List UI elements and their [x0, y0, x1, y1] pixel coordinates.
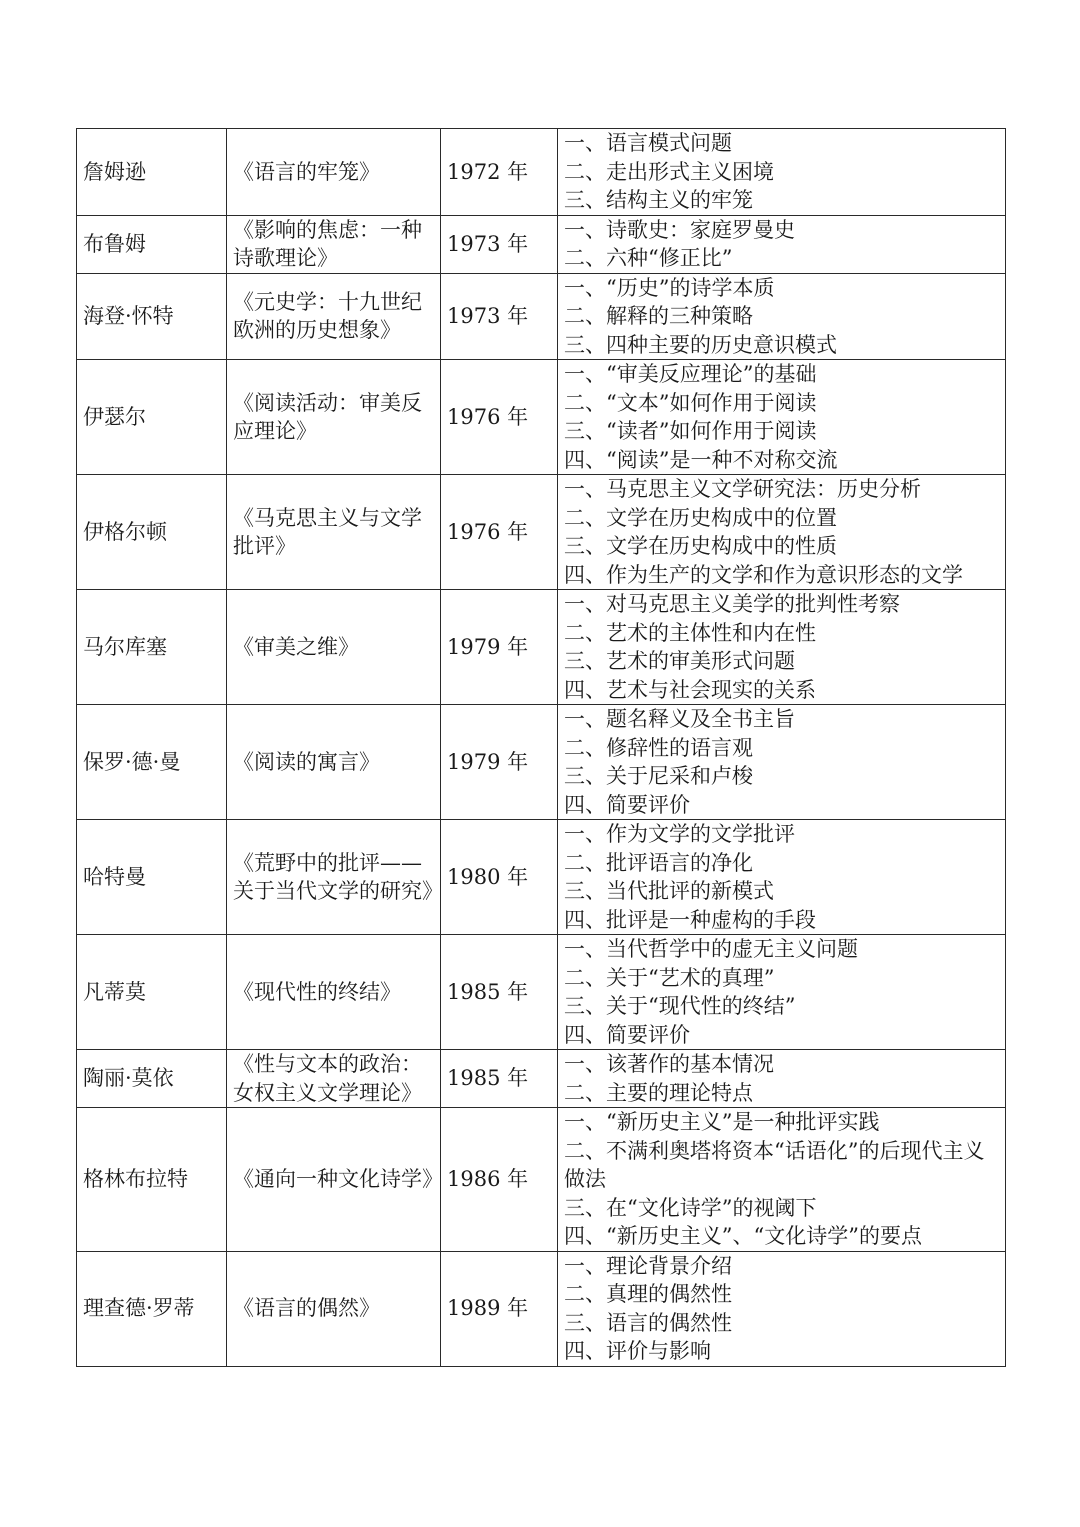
topic-item: 三、语言的偶然性 [564, 1310, 732, 1335]
topic-item: 二、修辞性的语言观 [564, 735, 753, 760]
works-table-body [77, 129, 1006, 1367]
author-cell: 伊瑟尔 [77, 360, 227, 475]
topic-item: 一、马克思主义文学研究法：历史分析 [564, 477, 921, 501]
table-row [77, 1251, 1006, 1366]
topic-item: 一、“历史”的诗学本质 [564, 275, 775, 300]
title-cell: 《荒野中的批评——关于当代文学的研究》 [227, 820, 441, 935]
year-cell: 1973 年 [441, 273, 558, 360]
topics-cell [558, 273, 1006, 360]
author-cell: 凡蒂莫 [77, 935, 227, 1050]
topic-item: 二、“文本”如何作用于阅读 [564, 390, 817, 415]
title-cell: 《阅读活动：审美反应理论》 [227, 360, 441, 475]
year-cell: 1985 年 [441, 935, 558, 1050]
topics-cell [558, 129, 1006, 216]
topic-item: 三、当代批评的新模式 [564, 879, 774, 903]
author-cell: 保罗·德·曼 [77, 705, 227, 820]
topic-item: 二、文学在历史构成中的位置 [564, 505, 837, 530]
table-row [77, 475, 1006, 590]
year-cell: 1989 年 [441, 1251, 558, 1366]
topic-item: 一、理论背景介绍 [564, 1253, 732, 1278]
topic-item: 一、“新历史主义”是一种批评实践 [564, 1110, 880, 1134]
table-row [77, 360, 1006, 475]
topic-item: 三、结构主义的牢笼 [564, 188, 753, 212]
year-cell: 1972 年 [441, 129, 558, 216]
topics-cell [558, 1108, 1006, 1252]
topic-item: 一、该著作的基本情况 [564, 1052, 774, 1076]
title-cell: 《现代性的终结》 [227, 935, 441, 1050]
topic-item: 一、题名释义及全书主旨 [564, 707, 795, 731]
author-cell: 马尔库塞 [77, 590, 227, 705]
topic-item: 四、“阅读”是一种不对称交流 [564, 447, 838, 472]
topic-item: 一、作为文学的文学批评 [564, 822, 795, 846]
topic-item: 四、“新历史主义”、“文化诗学”的要点 [564, 1224, 922, 1248]
topic-item: 三、“读者”如何作用于阅读 [564, 419, 817, 443]
title-cell: 《阅读的寓言》 [227, 705, 441, 820]
topics-cell [558, 475, 1006, 590]
table-row [77, 705, 1006, 820]
topic-item: 三、艺术的审美形式问题 [564, 649, 795, 673]
title-cell: 《马克思主义与文学批评》 [227, 475, 441, 590]
title-cell: 《语言的偶然》 [227, 1251, 441, 1366]
topics-cell [558, 590, 1006, 705]
topic-item: 一、“审美反应理论”的基础 [564, 362, 817, 386]
author-cell: 哈特曼 [77, 820, 227, 935]
topic-item: 四、简要评价 [564, 792, 690, 817]
topic-item: 三、关于“现代性的终结” [564, 994, 796, 1018]
topic-item: 四、作为生产的文学和作为意识形态的文学 [564, 562, 963, 587]
author-cell: 陶丽·莫依 [77, 1050, 227, 1108]
author-cell: 布鲁姆 [77, 215, 227, 273]
topic-item: 二、关于“艺术的真理” [564, 965, 775, 990]
title-cell: 《影响的焦虑：一种诗歌理论》 [227, 215, 441, 273]
year-cell: 1979 年 [441, 590, 558, 705]
year-cell: 1985 年 [441, 1050, 558, 1108]
year-cell: 1979 年 [441, 705, 558, 820]
author-cell: 伊格尔顿 [77, 475, 227, 590]
author-cell: 詹姆逊 [77, 129, 227, 216]
title-cell: 《通向一种文化诗学》 [227, 1108, 441, 1252]
topic-item: 一、诗歌史：家庭罗曼史 [564, 217, 795, 242]
topic-item: 一、对马克思主义美学的批判性考察 [564, 592, 900, 616]
table-row [77, 1108, 1006, 1252]
topics-cell [558, 1050, 1006, 1108]
table-row [77, 215, 1006, 273]
topic-item: 二、主要的理论特点 [564, 1080, 753, 1105]
title-cell: 《审美之维》 [227, 590, 441, 705]
year-cell: 1986 年 [441, 1108, 558, 1252]
table-row [77, 820, 1006, 935]
year-cell: 1973 年 [441, 215, 558, 273]
topics-cell [558, 360, 1006, 475]
topic-item: 二、解释的三种策略 [564, 304, 753, 328]
topic-item: 二、不满利奥塔将资本“话语化”的后现代主义做法 [564, 1138, 985, 1191]
topic-item: 四、艺术与社会现实的关系 [564, 677, 816, 702]
topic-item: 二、真理的偶然性 [564, 1282, 732, 1306]
title-cell: 《元史学：十九世纪欧洲的历史想象》 [227, 273, 441, 360]
author-cell: 理查德·罗蒂 [77, 1251, 227, 1366]
table-row [77, 129, 1006, 216]
title-cell: 《性与文本的政治：女权主义文学理论》 [227, 1050, 441, 1108]
topic-item: 四、评价与影响 [564, 1339, 711, 1363]
topic-item: 二、走出形式主义困境 [564, 159, 774, 184]
topics-cell [558, 1251, 1006, 1366]
author-cell: 格林布拉特 [77, 1108, 227, 1252]
topic-item: 一、当代哲学中的虚无主义问题 [564, 937, 858, 961]
topic-item: 四、简要评价 [564, 1022, 690, 1047]
table-row [77, 935, 1006, 1050]
works-table [76, 128, 1006, 1367]
table-row [77, 273, 1006, 360]
year-cell: 1976 年 [441, 475, 558, 590]
topic-item: 三、关于尼采和卢梭 [564, 764, 753, 788]
topic-item: 三、四种主要的历史意识模式 [564, 332, 837, 357]
topic-item: 二、六种“修正比” [564, 246, 733, 270]
table-row [77, 590, 1006, 705]
topics-cell [558, 215, 1006, 273]
topics-cell [558, 935, 1006, 1050]
topic-item: 四、批评是一种虚构的手段 [564, 907, 816, 932]
title-cell: 《语言的牢笼》 [227, 129, 441, 216]
year-cell: 1980 年 [441, 820, 558, 935]
table-row [77, 1050, 1006, 1108]
year-cell: 1976 年 [441, 360, 558, 475]
topic-item: 三、在“文化诗学”的视阈下 [564, 1195, 817, 1220]
topics-cell [558, 705, 1006, 820]
topic-item: 一、语言模式问题 [564, 131, 732, 155]
topics-cell [558, 820, 1006, 935]
topic-item: 三、文学在历史构成中的性质 [564, 534, 837, 558]
topic-item: 二、艺术的主体性和内在性 [564, 620, 816, 645]
topic-item: 二、批评语言的净化 [564, 850, 753, 875]
author-cell: 海登·怀特 [77, 273, 227, 360]
